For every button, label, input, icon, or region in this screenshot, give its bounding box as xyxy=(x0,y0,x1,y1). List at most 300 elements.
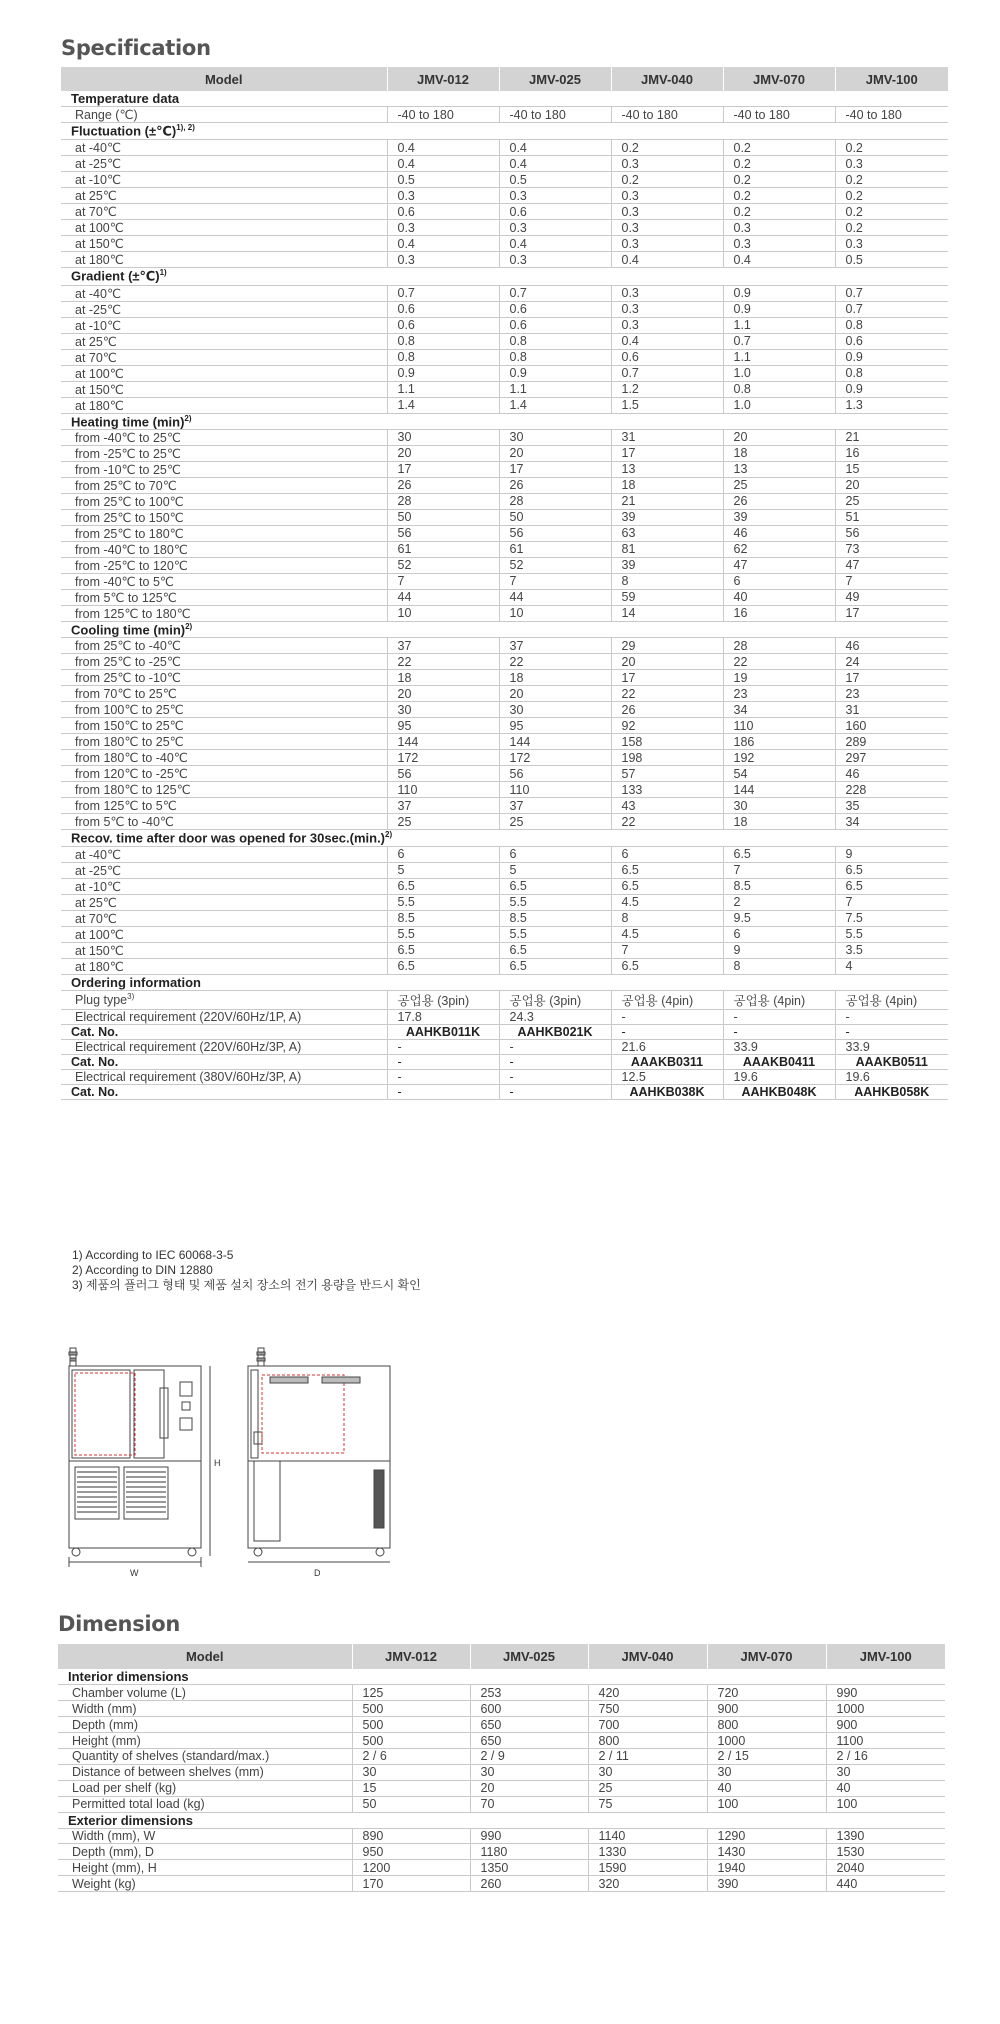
table-cell: 0.9 xyxy=(499,365,611,381)
table-row xyxy=(61,461,948,477)
row-label-text: from 180℃ to -40℃ xyxy=(75,751,188,766)
table-cell: - xyxy=(835,1009,948,1024)
row-label xyxy=(61,493,387,509)
table-cell: 6.5 xyxy=(499,958,611,974)
table-cell: 7 xyxy=(723,862,835,878)
table-cell: 0.2 xyxy=(723,188,835,204)
table-cell: 186 xyxy=(723,734,835,750)
row-label xyxy=(61,172,387,188)
table-cell: 4.5 xyxy=(611,894,723,910)
table-cell: 750 xyxy=(588,1701,707,1717)
row-label xyxy=(61,252,387,268)
row-label xyxy=(58,1685,352,1701)
table-cell: 2 xyxy=(723,894,835,910)
row-label xyxy=(61,461,387,477)
table-cell: 51 xyxy=(835,509,948,525)
table-cell: 56 xyxy=(387,766,499,782)
table-cell: 0.9 xyxy=(387,365,499,381)
row-label xyxy=(61,285,387,301)
row-label xyxy=(61,605,387,621)
row-label-text: Weight (kg) xyxy=(72,1876,136,1891)
table-cell: 420 xyxy=(588,1685,707,1701)
table-cell: 61 xyxy=(387,541,499,557)
footnote: 3) 제품의 플러그 형태 및 제품 설치 장소의 전기 용량을 반드시 확인 xyxy=(72,1278,421,1292)
footnote-ref: 3) xyxy=(127,992,135,1002)
row-label-text: Cat. No. xyxy=(71,1054,119,1069)
row-label xyxy=(61,750,387,766)
table-cell: -40 to 180 xyxy=(723,107,835,123)
table-cell: 21 xyxy=(611,493,723,509)
table-cell: 19 xyxy=(723,670,835,686)
table-cell: 289 xyxy=(835,734,948,750)
table-cell: 198 xyxy=(611,750,723,766)
table-cell: 1430 xyxy=(707,1844,826,1860)
dim-header-row xyxy=(58,1644,945,1669)
table-cell: 44 xyxy=(499,589,611,605)
row-label xyxy=(58,1876,352,1892)
table-cell: 6.5 xyxy=(835,878,948,894)
row-label-text: Distance of between shelves (mm) xyxy=(72,1765,264,1780)
table-cell: -40 to 180 xyxy=(499,107,611,123)
table-cell: - xyxy=(499,1054,611,1069)
header-model: Model xyxy=(61,67,387,91)
section-label-text: Heating time (min) xyxy=(71,413,185,429)
table-cell: 25 xyxy=(835,493,948,509)
table-cell: 700 xyxy=(588,1717,707,1733)
table-cell: 17 xyxy=(835,670,948,686)
table-cell: 공업용 (4pin) xyxy=(835,990,948,1009)
table-cell: 22 xyxy=(611,814,723,830)
row-label xyxy=(58,1860,352,1876)
footnote-ref: 1), 2) xyxy=(176,123,195,132)
table-cell: 0.4 xyxy=(387,140,499,156)
table-cell: 7 xyxy=(835,894,948,910)
table-cell: AAAKB0411 xyxy=(723,1054,835,1069)
table-cell: 800 xyxy=(588,1733,707,1749)
table-cell: 2 / 11 xyxy=(588,1748,707,1764)
section-label-text: Interior dimensions xyxy=(68,1669,189,1685)
table-cell: 31 xyxy=(835,702,948,718)
table-cell: 0.3 xyxy=(387,220,499,236)
table-row xyxy=(58,1860,945,1876)
row-label xyxy=(61,766,387,782)
table-cell: 28 xyxy=(499,493,611,509)
section-label xyxy=(61,830,948,846)
row-label xyxy=(61,782,387,798)
table-cell: 1180 xyxy=(470,1844,588,1860)
table-cell: - xyxy=(723,1009,835,1024)
table-cell: 500 xyxy=(352,1733,470,1749)
row-label-text: Depth (mm) xyxy=(72,1717,138,1732)
height-label: H xyxy=(214,1458,221,1468)
table-row xyxy=(61,188,948,204)
table-cell: AAHKB011K xyxy=(387,1024,499,1039)
table-cell: 19.6 xyxy=(723,1069,835,1084)
table-cell: 0.4 xyxy=(387,236,499,252)
table-cell: 6.5 xyxy=(387,958,499,974)
table-cell: 44 xyxy=(387,589,499,605)
table-cell: 18 xyxy=(387,670,499,686)
table-cell: 6.5 xyxy=(835,862,948,878)
row-label xyxy=(61,862,387,878)
table-cell: 0.3 xyxy=(611,301,723,317)
table-cell: 25 xyxy=(499,814,611,830)
table-cell: 공업용 (4pin) xyxy=(611,990,723,1009)
table-cell: 0.4 xyxy=(611,252,723,268)
row-label xyxy=(61,140,387,156)
table-cell: 144 xyxy=(387,734,499,750)
dimension-table xyxy=(58,1644,945,1892)
table-cell: AAAKB0311 xyxy=(611,1054,723,1069)
row-label xyxy=(61,654,387,670)
row-label-text: from 25℃ to -25℃ xyxy=(75,655,181,670)
row-label-text: at -25℃ xyxy=(75,157,122,172)
table-cell: 15 xyxy=(352,1780,470,1796)
row-label xyxy=(61,846,387,862)
table-row xyxy=(61,477,948,493)
table-cell: 70 xyxy=(470,1796,588,1812)
section-label-text: Recov. time after door was opened for 30sec.(min.) xyxy=(71,830,386,846)
table-cell: 공업용 (3pin) xyxy=(499,990,611,1009)
table-row xyxy=(58,1780,945,1796)
table-cell: 1.5 xyxy=(611,397,723,413)
footnote-ref: 2) xyxy=(185,621,193,631)
table-cell: 0.2 xyxy=(611,140,723,156)
table-row xyxy=(61,894,948,910)
row-label xyxy=(61,557,387,573)
table-cell: 950 xyxy=(352,1844,470,1860)
row-label-text: at -40℃ xyxy=(75,141,122,156)
table-row xyxy=(61,878,948,894)
table-cell: AAHKB038K xyxy=(611,1084,723,1099)
table-row xyxy=(61,589,948,605)
row-label-text: Electrical requirement (380V/60Hz/3P, A) xyxy=(75,1069,302,1084)
footnote: 2) According to DIN 12880 xyxy=(72,1263,213,1277)
section-row xyxy=(58,1812,945,1828)
table-cell: 33.9 xyxy=(723,1039,835,1054)
table-cell: 133 xyxy=(611,782,723,798)
table-cell: 26 xyxy=(723,493,835,509)
row-label xyxy=(61,814,387,830)
table-cell: 1390 xyxy=(826,1828,945,1844)
section-label-text: Gradient (±℃) xyxy=(71,268,160,284)
table-cell: 1200 xyxy=(352,1860,470,1876)
table-cell: 990 xyxy=(470,1828,588,1844)
table-cell: 50 xyxy=(352,1796,470,1812)
table-cell: 20 xyxy=(470,1780,588,1796)
table-row xyxy=(61,172,948,188)
table-cell: 0.2 xyxy=(835,172,948,188)
table-cell: 26 xyxy=(387,477,499,493)
table-cell: 144 xyxy=(723,782,835,798)
table-cell: 9.5 xyxy=(723,910,835,926)
row-label-text: from -25℃ to 25℃ xyxy=(75,446,181,461)
table-cell: 14 xyxy=(611,605,723,621)
table-cell: 공업용 (4pin) xyxy=(723,990,835,1009)
table-cell: - xyxy=(611,1009,723,1024)
table-row xyxy=(58,1701,945,1717)
section-label-text: Exterior dimensions xyxy=(68,1812,193,1828)
table-cell: 17 xyxy=(835,605,948,621)
table-row xyxy=(61,236,948,252)
table-cell: 125 xyxy=(352,1685,470,1701)
table-row xyxy=(61,862,948,878)
table-cell: 990 xyxy=(826,1685,945,1701)
table-cell: 1100 xyxy=(826,1733,945,1749)
table-cell: 49 xyxy=(835,589,948,605)
table-cell: 47 xyxy=(835,557,948,573)
table-cell: 61 xyxy=(499,541,611,557)
row-label-text: Plug type xyxy=(75,993,128,1008)
row-label-text: from -40℃ to 25℃ xyxy=(75,430,181,445)
table-cell: 10 xyxy=(499,605,611,621)
table-cell: 0.2 xyxy=(723,156,835,172)
row-label xyxy=(61,1054,387,1069)
table-cell: 37 xyxy=(387,638,499,654)
table-cell: 8.5 xyxy=(723,878,835,894)
row-label xyxy=(58,1748,352,1764)
row-label-text: at 100℃ xyxy=(75,366,124,381)
table-cell: 0.4 xyxy=(499,140,611,156)
table-row xyxy=(61,333,948,349)
table-cell: 33.9 xyxy=(835,1039,948,1054)
header-model-column: JMV-100 xyxy=(835,67,948,91)
table-row xyxy=(61,317,948,333)
row-label xyxy=(61,365,387,381)
table-cell: 650 xyxy=(470,1717,588,1733)
table-cell: 34 xyxy=(835,814,948,830)
table-cell: 1.2 xyxy=(611,381,723,397)
specification-table xyxy=(61,67,948,1100)
table-cell: 0.6 xyxy=(835,333,948,349)
table-cell: 59 xyxy=(611,589,723,605)
row-label-text: at -10℃ xyxy=(75,318,122,333)
table-cell: 0.5 xyxy=(499,172,611,188)
table-row xyxy=(61,926,948,942)
table-cell: 110 xyxy=(499,782,611,798)
header-model-column: JMV-012 xyxy=(352,1644,470,1669)
table-row xyxy=(61,958,948,974)
table-cell: 0.2 xyxy=(835,140,948,156)
row-label xyxy=(58,1733,352,1749)
section-row xyxy=(61,123,948,140)
table-cell: 47 xyxy=(723,557,835,573)
footnote-ref: 2) xyxy=(184,413,192,423)
table-row xyxy=(61,156,948,172)
table-row xyxy=(58,1764,945,1780)
table-cell: 30 xyxy=(387,702,499,718)
row-label xyxy=(61,573,387,589)
table-cell: AAHKB021K xyxy=(499,1024,611,1039)
section-label-text: Ordering information xyxy=(71,974,201,990)
table-cell: - xyxy=(387,1069,499,1084)
row-label-text: at -25℃ xyxy=(75,863,122,878)
row-label xyxy=(61,798,387,814)
table-cell: 75 xyxy=(588,1796,707,1812)
table-row xyxy=(61,493,948,509)
table-cell: 1.1 xyxy=(387,381,499,397)
table-cell: 30 xyxy=(588,1764,707,1780)
table-cell: 0.3 xyxy=(723,236,835,252)
table-cell: 21.6 xyxy=(611,1039,723,1054)
table-cell: 0.8 xyxy=(499,349,611,365)
table-cell: 6 xyxy=(723,926,835,942)
table-row xyxy=(61,814,948,830)
table-cell: 26 xyxy=(611,702,723,718)
table-cell: - xyxy=(499,1084,611,1099)
row-label xyxy=(61,107,387,123)
table-cell: 46 xyxy=(835,638,948,654)
table-cell: 5.5 xyxy=(835,926,948,942)
table-cell: 1.3 xyxy=(835,397,948,413)
table-cell: 26 xyxy=(499,477,611,493)
table-row xyxy=(61,509,948,525)
table-cell: 0.5 xyxy=(387,172,499,188)
table-cell: 63 xyxy=(611,525,723,541)
table-row xyxy=(61,766,948,782)
table-cell: 5.5 xyxy=(387,894,499,910)
table-row xyxy=(61,525,948,541)
table-cell: 800 xyxy=(707,1717,826,1733)
header-model-column: JMV-025 xyxy=(499,67,611,91)
table-cell: 500 xyxy=(352,1701,470,1717)
table-cell: 600 xyxy=(470,1701,588,1717)
row-label xyxy=(61,702,387,718)
table-cell: 1330 xyxy=(588,1844,707,1860)
table-cell: 6.5 xyxy=(387,878,499,894)
section-row xyxy=(58,1669,945,1685)
row-label-text: at 150℃ xyxy=(75,237,124,252)
table-cell: 5.5 xyxy=(387,926,499,942)
table-cell: 95 xyxy=(387,718,499,734)
table-row xyxy=(61,605,948,621)
table-cell: 16 xyxy=(835,445,948,461)
table-cell: 37 xyxy=(387,798,499,814)
table-cell: 2040 xyxy=(826,1860,945,1876)
table-cell: 46 xyxy=(835,766,948,782)
section-label xyxy=(58,1812,945,1828)
spec-header-row xyxy=(61,67,948,91)
table-cell: 7 xyxy=(835,573,948,589)
row-label-text: Height (mm), H xyxy=(72,1860,157,1875)
row-label xyxy=(61,638,387,654)
table-cell: 39 xyxy=(723,509,835,525)
table-row xyxy=(61,1039,948,1054)
table-cell: 30 xyxy=(470,1764,588,1780)
table-row xyxy=(58,1844,945,1860)
row-label-text: from 180℃ to 125℃ xyxy=(75,783,191,798)
row-label xyxy=(61,509,387,525)
row-label-text: from 125℃ to 5℃ xyxy=(75,799,177,814)
row-label-text: from 25℃ to -40℃ xyxy=(75,639,181,654)
header-model-column: JMV-040 xyxy=(588,1644,707,1669)
front-view xyxy=(69,1348,210,1567)
row-label-text: from 70℃ to 25℃ xyxy=(75,687,177,702)
table-cell: 0.2 xyxy=(723,204,835,220)
row-label-text: Load per shelf (kg) xyxy=(72,1781,177,1796)
row-label xyxy=(61,1069,387,1084)
table-cell: 40 xyxy=(707,1780,826,1796)
table-cell: 0.2 xyxy=(835,188,948,204)
table-row xyxy=(61,365,948,381)
table-cell: 34 xyxy=(723,702,835,718)
row-label xyxy=(61,894,387,910)
table-row xyxy=(58,1828,945,1844)
table-cell: 0.6 xyxy=(499,204,611,220)
table-cell: - xyxy=(499,1039,611,1054)
row-label-text: from 180℃ to 25℃ xyxy=(75,735,184,750)
table-cell: 52 xyxy=(499,557,611,573)
table-cell: 900 xyxy=(826,1717,945,1733)
table-cell: 57 xyxy=(611,766,723,782)
table-cell: AAHKB058K xyxy=(835,1084,948,1099)
table-row xyxy=(58,1796,945,1812)
row-label-text: from 25℃ to 150℃ xyxy=(75,510,184,525)
row-label xyxy=(61,926,387,942)
row-label xyxy=(58,1701,352,1717)
table-cell: 0.8 xyxy=(387,349,499,365)
table-cell: 8.5 xyxy=(499,910,611,926)
row-label xyxy=(58,1764,352,1780)
table-cell: 890 xyxy=(352,1828,470,1844)
footnote-ref: 1) xyxy=(159,268,167,278)
table-cell: 0.7 xyxy=(611,365,723,381)
table-cell: 30 xyxy=(826,1764,945,1780)
table-row xyxy=(61,381,948,397)
row-label-text: at 70℃ xyxy=(75,205,117,220)
header-model: Model xyxy=(58,1644,352,1669)
table-cell: 3.5 xyxy=(835,942,948,958)
table-cell: 37 xyxy=(499,798,611,814)
section-row xyxy=(61,268,948,285)
row-label xyxy=(61,1039,387,1054)
table-cell: 52 xyxy=(387,557,499,573)
table-cell: 0.3 xyxy=(835,156,948,172)
row-label xyxy=(61,188,387,204)
table-cell: 5.5 xyxy=(499,926,611,942)
row-label-text: Quantity of shelves (standard/max.) xyxy=(72,1749,270,1764)
table-cell: 1.0 xyxy=(723,365,835,381)
row-label xyxy=(58,1717,352,1733)
table-cell: 253 xyxy=(470,1685,588,1701)
row-label-text: at 100℃ xyxy=(75,221,124,236)
table-cell: 17 xyxy=(387,461,499,477)
table-row xyxy=(61,1009,948,1024)
table-cell: 0.3 xyxy=(611,204,723,220)
table-cell: 23 xyxy=(723,686,835,702)
dim-section-title: Dimension xyxy=(58,1612,181,1636)
table-cell: 7 xyxy=(387,573,499,589)
table-cell: 25 xyxy=(387,814,499,830)
table-cell: 17.8 xyxy=(387,1009,499,1024)
table-cell: -40 to 180 xyxy=(611,107,723,123)
table-cell: 0.3 xyxy=(723,220,835,236)
section-label xyxy=(61,974,948,990)
table-cell: 20 xyxy=(611,654,723,670)
table-cell: 56 xyxy=(499,766,611,782)
table-cell: 100 xyxy=(826,1796,945,1812)
row-label xyxy=(61,220,387,236)
spec-section-title: Specification xyxy=(61,36,211,60)
table-cell: 6 xyxy=(499,846,611,862)
table-cell: 0.7 xyxy=(723,333,835,349)
section-label-text: Cooling time (min) xyxy=(71,622,186,638)
table-cell: 0.6 xyxy=(387,301,499,317)
table-cell: 39 xyxy=(611,557,723,573)
table-row xyxy=(61,654,948,670)
depth-label: D xyxy=(314,1568,321,1578)
table-cell: AAHKB048K xyxy=(723,1084,835,1099)
